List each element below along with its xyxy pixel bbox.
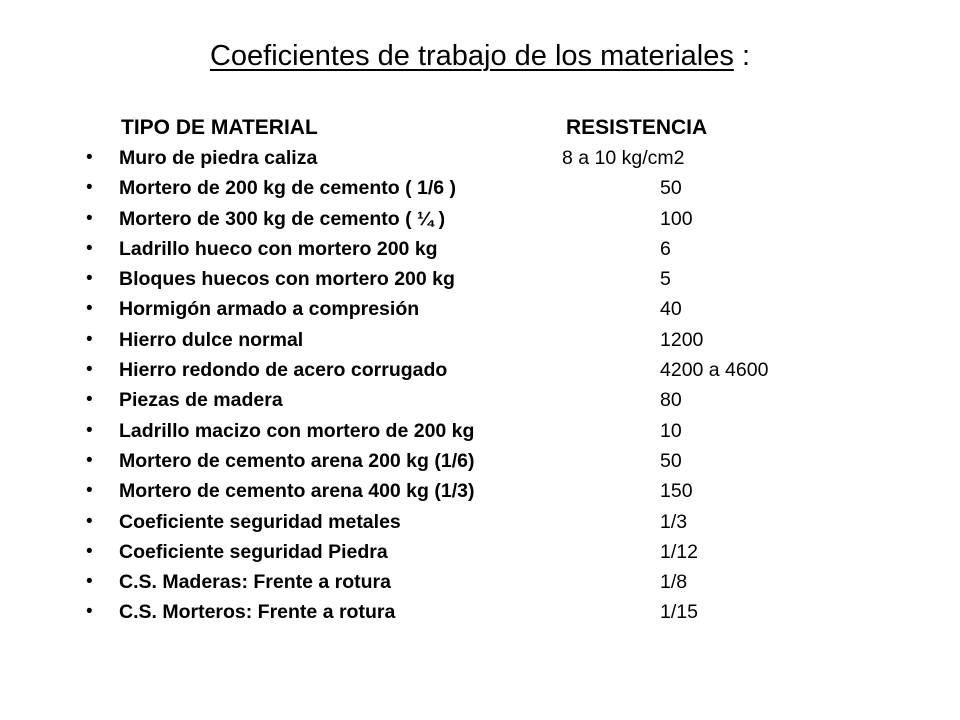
resistance-value: 4200 a 4600 bbox=[660, 359, 769, 382]
material-name: Mortero de 300 kg de cemento ( ¼ ) bbox=[119, 207, 446, 230]
page-title bbox=[0, 36, 960, 76]
bullet-icon: • bbox=[86, 268, 93, 290]
resistance-value: 1/8 bbox=[660, 571, 688, 594]
resistance-value: 8 a 10 kg/cm2 bbox=[562, 147, 685, 169]
bullet-icon: • bbox=[86, 207, 93, 229]
column-header-resistance: RESISTENCIA bbox=[566, 116, 708, 139]
material-name: Piezas de madera bbox=[119, 389, 283, 412]
material-name: Hormigón armado a compresión bbox=[119, 298, 420, 321]
title-suffix: : bbox=[733, 40, 751, 72]
material-name: Mortero de cemento arena 200 kg (1/6) bbox=[119, 449, 475, 472]
list-item bbox=[0, 143, 960, 173]
bullet-icon: • bbox=[86, 419, 93, 441]
bullet-icon: • bbox=[86, 147, 93, 168]
material-name: Hierro redondo de acero corrugado bbox=[119, 359, 448, 382]
resistance-value: 10 bbox=[660, 419, 682, 442]
list-item bbox=[0, 204, 960, 234]
resistance-value: 80 bbox=[660, 389, 682, 412]
bullet-icon: • bbox=[86, 298, 93, 320]
resistance-value: 6 bbox=[660, 237, 671, 260]
bullet-icon: • bbox=[86, 449, 93, 471]
resistance-value: 50 bbox=[660, 449, 682, 472]
resistance-value: 1200 bbox=[660, 328, 704, 351]
material-name: Coeficiente seguridad metales bbox=[119, 510, 401, 533]
resistance-value: 1/12 bbox=[660, 540, 698, 563]
list-item bbox=[0, 476, 960, 506]
material-name: C.S. Maderas: Frente a rotura bbox=[119, 571, 391, 594]
list-item bbox=[0, 507, 960, 537]
list-item bbox=[0, 567, 960, 597]
bullet-icon: • bbox=[86, 177, 93, 199]
bullet-icon: • bbox=[86, 328, 93, 350]
resistance-value: 1/15 bbox=[660, 601, 698, 624]
resistance-value: 100 bbox=[660, 207, 693, 230]
list-item bbox=[0, 385, 960, 415]
list-item bbox=[0, 264, 960, 294]
resistance-value: 150 bbox=[660, 480, 693, 503]
list-item bbox=[0, 234, 960, 264]
list-item bbox=[0, 446, 960, 476]
materials-list bbox=[0, 143, 960, 628]
bullet-icon: • bbox=[86, 540, 93, 562]
resistance-value: 50 bbox=[660, 177, 682, 200]
material-name: Mortero de 200 kg de cemento ( 1/6 ) bbox=[119, 177, 457, 200]
resistance-value: 5 bbox=[660, 268, 671, 291]
material-name: Hierro dulce normal bbox=[119, 328, 304, 351]
material-name: Coeficiente seguridad Piedra bbox=[119, 540, 388, 563]
material-name: Ladrillo macizo con mortero de 200 kg bbox=[119, 419, 475, 442]
material-name: Muro de piedra caliza bbox=[119, 147, 318, 169]
bullet-icon: • bbox=[86, 510, 93, 532]
bullet-icon: • bbox=[86, 389, 93, 411]
list-item bbox=[0, 597, 960, 627]
material-name: Bloques huecos con mortero 200 kg bbox=[119, 268, 455, 291]
material-name: Mortero de cemento arena 400 kg (1/3) bbox=[119, 480, 475, 503]
list-item bbox=[0, 416, 960, 446]
resistance-value: 40 bbox=[660, 298, 682, 321]
bullet-icon: • bbox=[86, 601, 93, 623]
bullet-icon: • bbox=[86, 359, 93, 381]
title-text: Coeficientes de trabajo de los materiales bbox=[209, 40, 734, 72]
bullet-icon: • bbox=[86, 571, 93, 593]
list-item bbox=[0, 537, 960, 567]
material-name: C.S. Morteros: Frente a rotura bbox=[119, 601, 396, 624]
list-item bbox=[0, 355, 960, 385]
column-header-material: TIPO DE MATERIAL bbox=[121, 116, 318, 139]
bullet-icon: • bbox=[86, 480, 93, 502]
resistance-value: 1/3 bbox=[660, 510, 688, 533]
list-item bbox=[0, 294, 960, 324]
list-item bbox=[0, 325, 960, 355]
list-item bbox=[0, 173, 960, 203]
bullet-icon: • bbox=[86, 237, 93, 259]
material-name: Ladrillo hueco con mortero 200 kg bbox=[119, 237, 438, 260]
